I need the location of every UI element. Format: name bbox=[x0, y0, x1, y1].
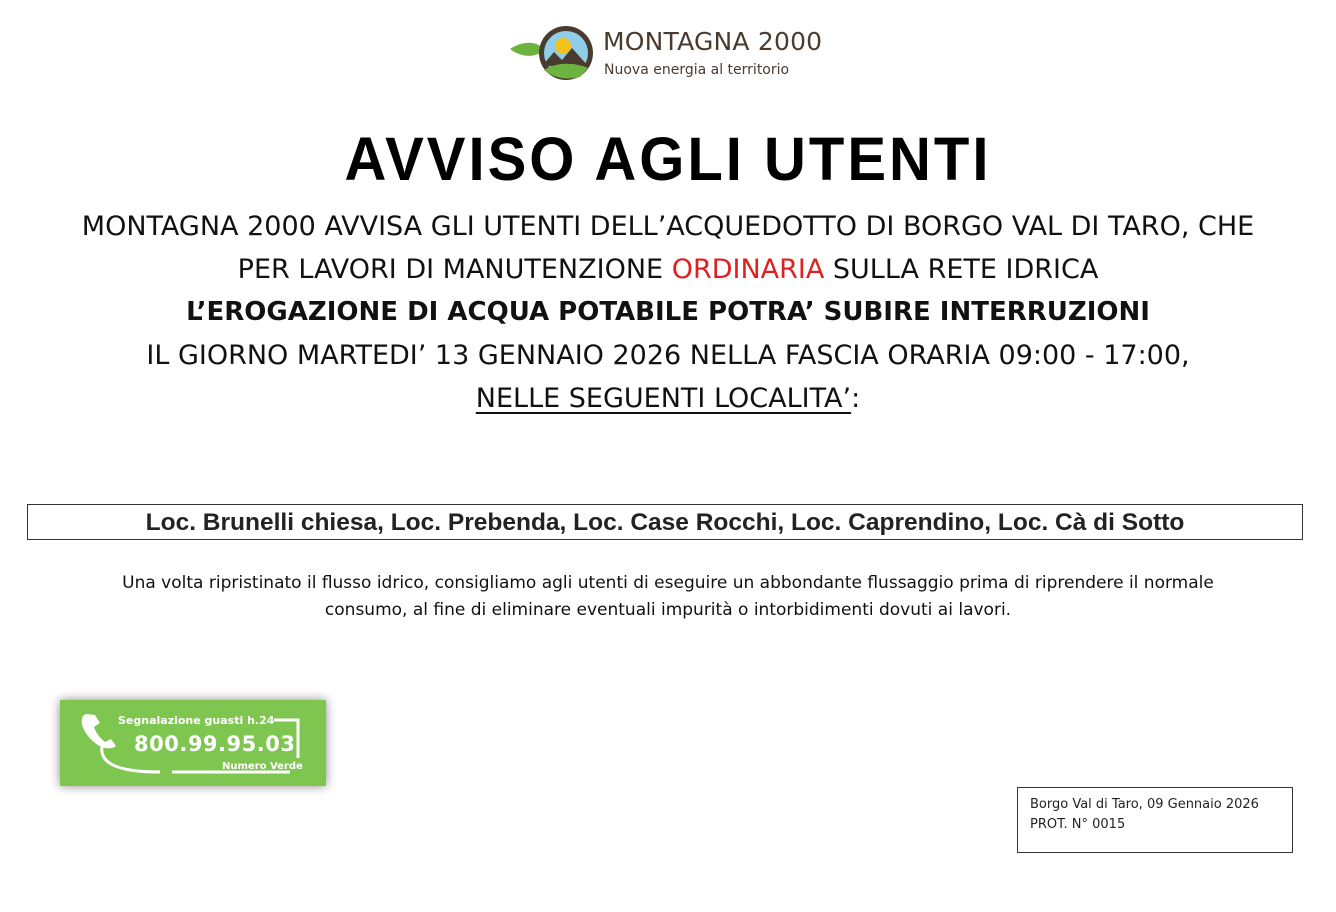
hotline-label: Numero Verde bbox=[222, 761, 303, 772]
notice-line-2-post: SULLA RETE IDRICA bbox=[824, 254, 1099, 285]
protocol-place-date: Borgo Val di Taro, 09 Gennaio 2026 bbox=[1030, 797, 1259, 812]
notice-line-2 bbox=[20, 248, 1316, 291]
localities-heading-colon: : bbox=[851, 383, 861, 414]
localities-heading bbox=[20, 377, 1316, 420]
advice-text bbox=[60, 570, 1276, 624]
localities-box: Loc. Brunelli chiesa, Loc. Prebenda, Loc. Case Rocchi, Loc. Caprendino, Loc. Cà di Sotto bbox=[27, 504, 1303, 540]
hotline-heading: Segnalazione guasti h.24 bbox=[118, 714, 275, 727]
hotline-banner bbox=[60, 700, 326, 786]
company-logo bbox=[508, 22, 828, 84]
logo-tagline: Nuova energia al territorio bbox=[604, 62, 790, 78]
notice-body bbox=[20, 205, 1316, 420]
notice-title: AVVISO AGLI UTENTI bbox=[344, 125, 992, 194]
hotline-number: 800.99.95.03 bbox=[134, 732, 296, 756]
phone-handset-icon bbox=[82, 714, 116, 748]
notice-line-1: MONTAGNA 2000 AVVISA GLI UTENTI DELL’ACQUEDOTTO DI BORGO VAL DI TARO, CHE bbox=[81, 211, 1255, 242]
protocol-number: PROT. N° 0015 bbox=[1030, 817, 1126, 832]
notice-date-time: IL GIORNO MARTEDI’ 13 GENNAIO 2026 NELLA FASCIA ORARIA 09:00 - 17:00, bbox=[146, 340, 1190, 371]
advice-line-2: consumo, al fine di eliminare eventuali impurità o intorbidimenti dovuti ai lavori. bbox=[324, 600, 1012, 620]
protocol-box bbox=[1017, 787, 1293, 853]
interruption-warning: L’EROGAZIONE DI ACQUA POTABILE POTRA’ SUBIRE INTERRUZIONI bbox=[186, 297, 1150, 327]
localities-heading-underlined: NELLE SEGUENTI LOCALITA’ bbox=[475, 383, 852, 414]
advice-line-1: Una volta ripristinato il flusso idrico, consigliamo agli utenti di eseguire un abbondante flussaggio prima di riprendere il normale bbox=[122, 573, 1214, 593]
mountain-leaf-logo-icon bbox=[508, 22, 600, 84]
logo-company-name: MONTAGNA 2000 bbox=[603, 27, 823, 56]
ordinaria-highlight: ORDINARIA bbox=[671, 254, 825, 285]
notice-line-2-pre: PER LAVORI DI MANUTENZIONE bbox=[237, 254, 672, 285]
